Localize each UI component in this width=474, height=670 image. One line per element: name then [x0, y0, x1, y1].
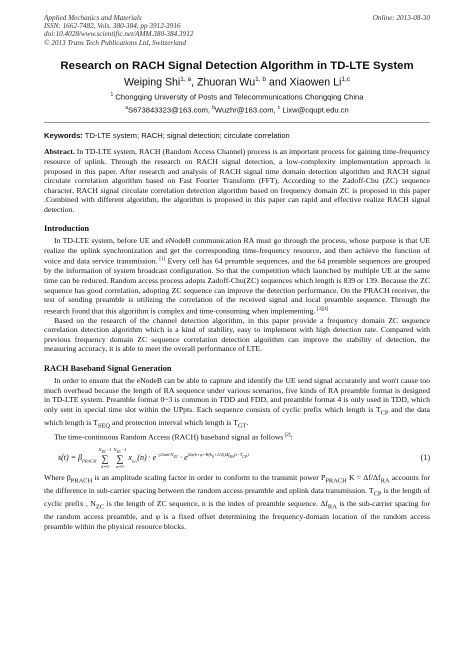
citation[interactable]: [2]: [283, 432, 291, 438]
email-link[interactable]: S673843323@163.com,: [128, 105, 213, 115]
equation-number: (1): [420, 453, 430, 463]
paragraph-text: Every cell has 64 preamble sequences, and the 64 preamble sequences are grouped by the information of system broadcast configuration. So that the competition which launched by multiple UE at the same time can be reduced. Random access process adopts Zadoff-Chu(ZC) sequences which length is 839 or 139. Because the ZC sequence has good correlation, adopting ZC sequence can improve the detection performance. On the PRACH receiver, the test of sending preamble is utilizing the correlation of the received signal and local preamble sequence. Through the research found that this algorithm is complex and time-consuming when implementing.: [44, 256, 430, 316]
paragraph-text: In TD-LTE system, before UE and eNodeB communication RA must go through the process, whose purpose is that UE realize the uplink synchronization and get the corresponding time-frequency resource, and then achieve the function of voice and data service transmission.: [44, 236, 430, 266]
affiliation-number: 1: [110, 92, 114, 99]
author-name: Xiaowen Li: [289, 76, 342, 89]
paragraph-text: and protection interval which length is T: [110, 417, 238, 427]
subscript: ZC: [95, 503, 105, 511]
paragraph-text: .: [246, 417, 249, 427]
online-date: Online: 2013-08-30: [372, 14, 430, 22]
paragraph-text: is the length of ZC sequence, n is the index of preamble sequence. Δf: [104, 499, 328, 509]
paragraph-text: Where β: [44, 472, 71, 482]
paragraph-text: The time-continuous Random Access (RACH) baseband signal as follows: [54, 432, 284, 442]
paragraph-text: is an amplitude scaling factor in order to conform to the transmit power P: [92, 472, 326, 482]
section-heading-baseband: RACH Baseband Signal Generation: [44, 363, 172, 373]
paragraph-text: K = Δf/Δf: [346, 472, 381, 482]
author-sup: 1,c: [341, 75, 351, 83]
citation[interactable]: [3][4]: [315, 306, 329, 312]
journal-doi[interactable]: doi:10.4028/www.scientific.net/AMM.380-384.3912: [44, 30, 194, 39]
section-heading-introduction: Introduction: [44, 224, 90, 234]
author-sup: 1, b: [255, 75, 266, 83]
sum-symbol: $N_{ZC}-1$ ∑ n=0: [113, 446, 127, 469]
paragraph: [44, 473, 430, 531]
subscript: GT: [237, 422, 247, 430]
paragraph-text: and the data which length is T: [44, 404, 430, 427]
email-link[interactable]: Wuzhr@163.com,: [214, 105, 278, 115]
author-separator: ,: [191, 76, 198, 89]
subscript: PRACH: [325, 477, 347, 485]
keywords: [44, 131, 430, 140]
equation-1: [44, 445, 430, 471]
email-mark: a: [125, 104, 128, 111]
paragraph-text: is the length of cyclic prefix , N: [44, 486, 431, 509]
subscript: PRACH: [70, 477, 93, 485]
author-separator: and: [265, 76, 290, 89]
abstract-text: In TD-LTE system, RACH (Random Access Channel) process is an important process for gaining time-frequency resource of uplink. Through the research on RACH signal detection, a low-complexity implementation approach is proposed in this paper. After research and analysis of RACH signal time domain detection algorithm and RACH signal circulate correlation algorithm based on Fast Fourier Transform (FFT), According to the Zadoff-Chu (ZC) sequence character, RACH signal circulate correlation detection algorithm based on frequency domain ZC is proposed in this paper .Combined with different algorithm, the algorithm is proposed in this paper can rapid and effective realize RACH signal detection.: [44, 147, 430, 214]
paragraph: [44, 376, 430, 431]
journal-info: [44, 14, 193, 47]
journal-copyright: © 2013 Trans Tech Publications Ltd, Switzerland: [44, 38, 186, 47]
paper-title: Research on RACH Signal Detection Algorithm in TD-LTE System: [60, 59, 414, 72]
email-mark: c: [277, 104, 281, 111]
journal-header: [44, 14, 430, 47]
title-divider: [44, 122, 430, 123]
author-sup: 1, a: [180, 75, 192, 83]
keywords-label: Keywords:: [44, 131, 83, 141]
paragraph: [44, 431, 430, 442]
subscript: CP: [380, 409, 389, 417]
author-emails: [44, 105, 430, 115]
journal-name: Applied Mechanics and Materials: [44, 14, 142, 22]
author-name: Weiping Shi: [123, 76, 181, 89]
paragraph-text: accounts for the difference in sub-carrier spacing between the random access preamble and uplink data transmission. T: [44, 472, 431, 495]
subscript: RA: [380, 477, 390, 485]
author-list: [44, 76, 430, 89]
citation[interactable]: [1]: [157, 257, 166, 263]
subscript: CP: [373, 490, 382, 498]
paragraph-text: :: [290, 432, 293, 442]
sum-symbol: $N_{ZC}-1$ ∑ k=0: [98, 446, 112, 469]
paragraph: [44, 236, 430, 316]
email-link[interactable]: Lixw@cqupt.edu.cn: [280, 105, 349, 115]
paragraph-text: In order to ensure that the eNodeB can be able to capture and identify the UE send signal accurately and won't cause too much overhead because the length of RA sequence under various scenarios, five kinds of RA preamble format is designed in TD-LTE system. Preamble format 0~3 is common in TDD and FDD, and preamble format 4 is only used in TDD, which only sent in special time slot within the UPpts. Each sequence consists of cyclic prefix which length is T: [44, 375, 430, 414]
equation-body: $s(t) = \beta_{PRACH}$ $N_{ZC}-1$ ∑ k=0 $N_{ZC}-1$ ∑ n=0 $x_{u,v}(n) \cdot e^{-j2\pi nk/N_{ZC}} \cdot e^{j2\pi(k+\varphi+K(k_0+1/2))\Delta f_{RA}(t-T_{CP})}$: [58, 446, 249, 469]
abstract: [44, 147, 430, 214]
paragraph-text: is the sub-carrier spacing for the random access preamble, and φ is a fixed offset determining the frequency-domain location of the random access preamble within the physical resource blocks.: [44, 499, 430, 531]
abstract-label: Abstract.: [44, 147, 75, 157]
paragraph: Based on the research of the channel detection algorithm, in this paper provide a frequency domain ZC sequence correlation detection algorithm which is a kind of stability, easy to implement with high detection rate. Compared with previous frequency domain ZC sequence correlation detection algorithm can improve the stability of detection, the measuring accuracy, it is able to meet the overall performance of LTE.: [44, 315, 430, 354]
subscript: RA: [327, 503, 337, 511]
affiliation: [44, 92, 430, 102]
keywords-text: TD-LTE system; RACH; signal detection; circulate correlation: [82, 131, 290, 141]
author-name: Zhuoran Wu: [197, 76, 256, 89]
journal-issn: ISSN: 1662-7482, Vols. 380-384, pp 3912-3916: [44, 22, 181, 31]
subscript: SEQ: [97, 422, 111, 430]
affiliation-text: Chongqing University of Posts and Telecommunications Chongqing China: [113, 92, 364, 102]
email-mark: b: [212, 104, 215, 111]
